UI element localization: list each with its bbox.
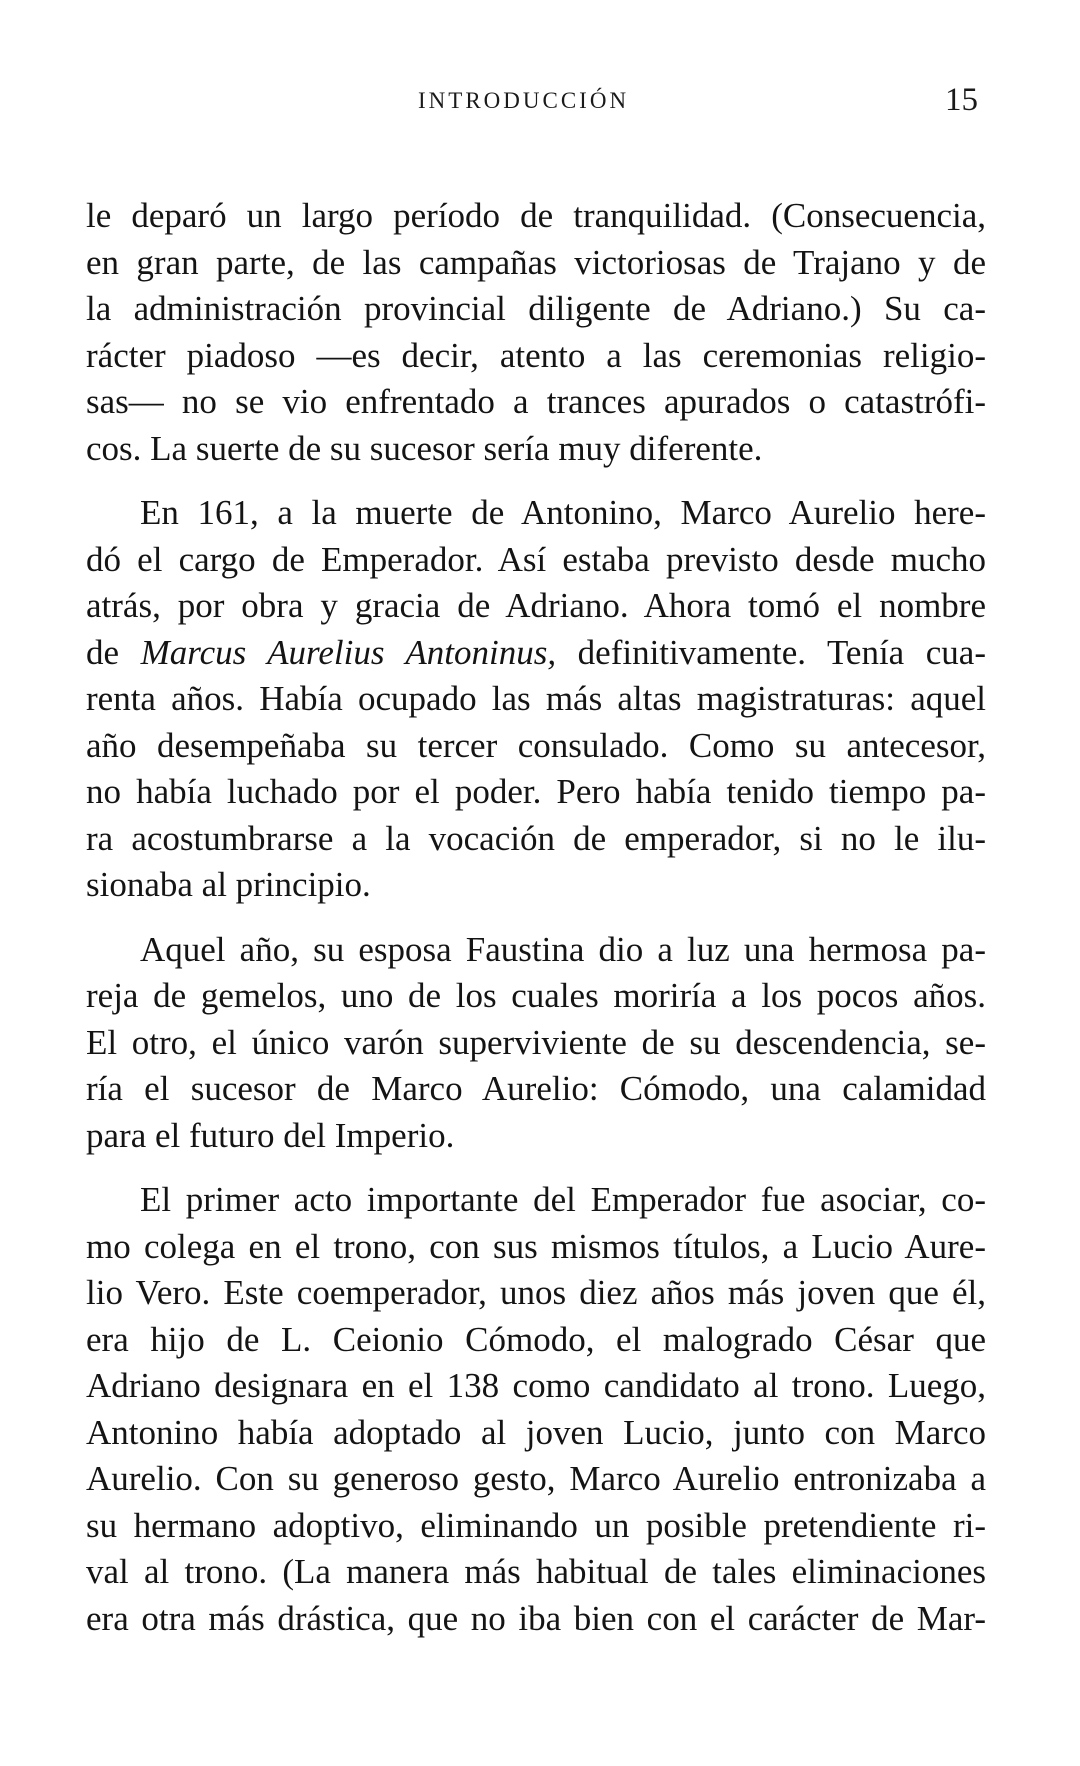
text-line: le deparó un largo período de tranquilidad. (Consecuencia, — [86, 196, 986, 235]
text-line: para el futuro del Imperio. — [86, 1115, 455, 1155]
paragraph-2 — [86, 490, 986, 909]
text-line: año desempeñaba su tercer consulado. Como su antecesor, — [86, 725, 986, 765]
text-line: Aurelio. Con su generoso gesto, Marco Aurelio entronizaba a — [86, 1459, 986, 1498]
running-title: INTRODUCCIÓN — [418, 88, 630, 113]
paragraph-3 — [86, 927, 986, 1160]
text-line: cos. La suerte de su sucesor sería muy diferente. — [86, 428, 763, 468]
text-line: sas— no se vio enfrentado a trances apurados o catastrófi- — [86, 382, 986, 421]
text-line: renta años. Había ocupado las más altas magistraturas: aquel — [86, 679, 986, 718]
paragraph-4 — [86, 1177, 986, 1642]
page-number: 15 — [945, 82, 978, 118]
text-line: Aquel año, su esposa Faustina dio a luz una hermosa pa- — [140, 929, 986, 969]
paragraph-1 — [86, 193, 986, 472]
text-line: El otro, el único varón superviviente de su descendencia, se- — [86, 1022, 986, 1062]
running-header — [0, 82, 1080, 122]
text-line: Antonino había adoptado al joven Lucio, junto con Marco — [86, 1412, 986, 1452]
text-line: reja de gemelos, uno de los cuales moriría a los pocos años. — [86, 976, 986, 1015]
text-line-with-italic — [86, 630, 986, 677]
text-line: En 161, a la muerte de Antonino, Marco Aurelio here- — [140, 493, 986, 532]
text-line: ría el sucesor de Marco Aurelio: Cómodo, una calamidad — [86, 1069, 986, 1108]
text-line: sionaba al principio. — [86, 865, 371, 904]
text-line: val al trono. (La manera más habitual de tales eliminaciones — [86, 1552, 986, 1591]
body-text — [86, 193, 986, 1642]
text-line: en gran parte, de las campañas victoriosas de Trajano y de — [86, 242, 986, 282]
text-line: El primer acto importante del Emperador fue asociar, co- — [140, 1180, 986, 1219]
italic-name: Marcus Aurelius Antoninus, — [140, 632, 557, 672]
text-fragment: de — [86, 632, 141, 672]
text-line: dó el cargo de Emperador. Así estaba previsto desde mucho — [86, 539, 986, 579]
text-line: atrás, por obra y gracia de Adriano. Ahora tomó el nombre — [86, 586, 986, 625]
text-line: era hijo de L. Ceionio Cómodo, el malogrado César que — [86, 1319, 986, 1359]
text-line: mo colega en el trono, con sus mismos títulos, a Lucio Aure- — [86, 1226, 986, 1266]
text-line: Adriano designara en el 138 como candidato al trono. Luego, — [86, 1366, 986, 1405]
text-line: su hermano adoptivo, eliminando un posible pretendiente ri- — [86, 1505, 986, 1545]
text-fragment: definitivamente. Tenía cua- — [556, 632, 986, 672]
text-line: la administración provincial diligente de Adriano.) Su ca- — [86, 289, 986, 328]
text-line: no había luchado por el poder. Pero había tenido tiempo pa- — [86, 772, 986, 811]
text-line: lio Vero. Este coemperador, unos diez años más joven que él, — [86, 1273, 986, 1312]
text-line: era otra más drástica, que no iba bien con el carácter de Mar- — [86, 1598, 986, 1638]
text-line: rácter piadoso —es decir, atento a las ceremonias religio- — [86, 335, 986, 375]
text-line: ra acostumbrarse a la vocación de emperador, si no le ilu- — [86, 818, 986, 858]
